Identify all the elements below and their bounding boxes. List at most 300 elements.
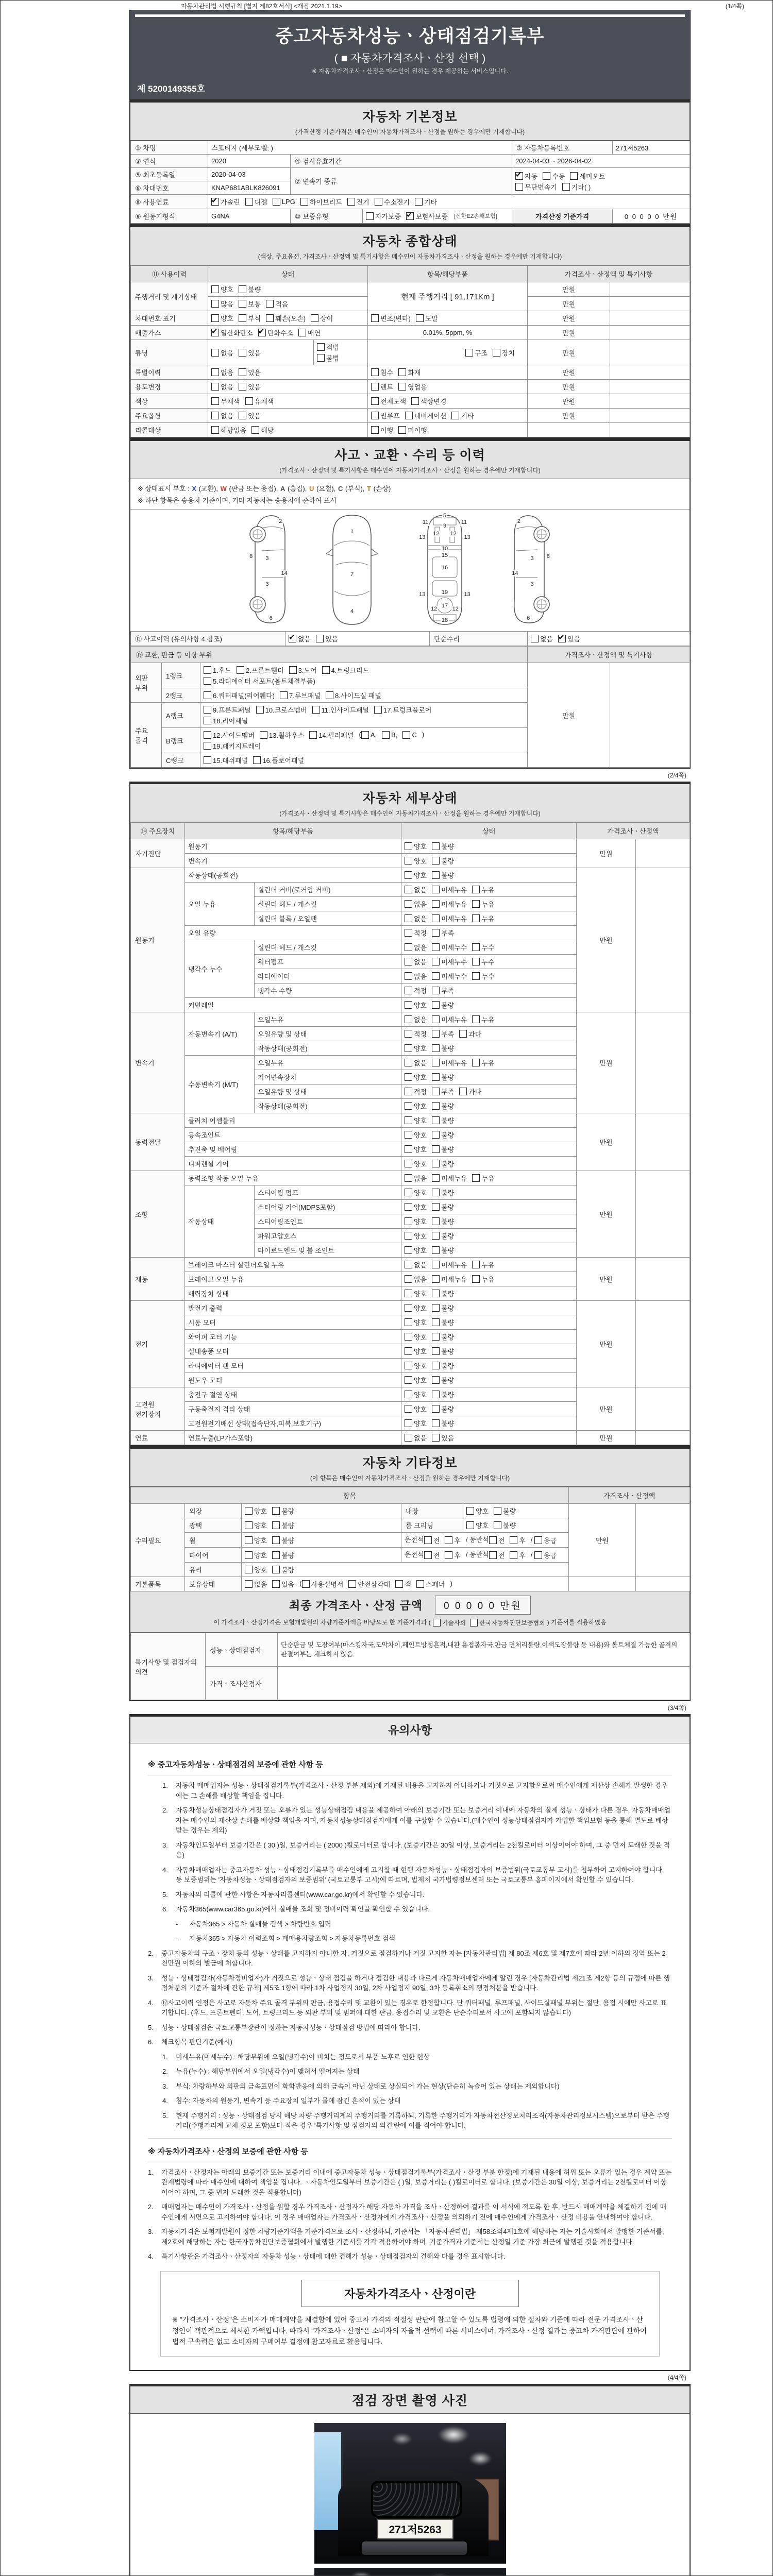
checkbox-후[interactable] — [445, 1535, 461, 1545]
checkbox-box-icon — [405, 1073, 412, 1081]
checkbox-label: 19.패키지트레이 — [213, 742, 261, 750]
cell: 만원 — [528, 409, 610, 423]
front-grille — [371, 2481, 462, 2518]
checkbox-불량[interactable] — [494, 1520, 516, 1530]
checkbox-label: 수동 — [552, 172, 565, 180]
checkbox-10.크로스멤버[interactable] — [256, 705, 307, 715]
checkbox-label: 누수 — [481, 944, 495, 952]
checkbox-기타(-)[interactable] — [562, 182, 591, 192]
checkbox-세미오토[interactable] — [570, 171, 605, 181]
checkbox-1.후드[interactable] — [204, 665, 231, 675]
checkbox-box-icon — [405, 412, 413, 419]
checkbox-이행[interactable] — [371, 425, 393, 435]
checkbox-일산화탄소[interactable] — [211, 328, 253, 337]
checkbox-없음[interactable] — [405, 885, 427, 894]
checkbox-label: 있음 — [441, 1434, 455, 1442]
checkbox-썬루프[interactable] — [371, 411, 400, 420]
checkbox-불량[interactable] — [432, 1245, 454, 1255]
checkbox-하이브리드[interactable] — [300, 197, 342, 207]
checkbox-없음[interactable] — [405, 913, 427, 923]
checkbox-15.대쉬패널[interactable] — [204, 755, 248, 765]
checkbox-없음[interactable] — [405, 1173, 427, 1183]
checkbox-label: 12.사이드멤버 — [213, 732, 255, 739]
checkbox-불량[interactable] — [432, 1404, 454, 1414]
checkbox-box-icon — [402, 731, 410, 739]
checkbox-구조[interactable] — [465, 348, 488, 358]
checkbox-양호[interactable] — [405, 1216, 427, 1226]
checkbox-양호[interactable] — [405, 1404, 427, 1414]
checkbox-불량[interactable] — [432, 1303, 454, 1313]
options-cell — [401, 1387, 577, 1402]
checkbox-응급[interactable] — [534, 1550, 557, 1560]
options-cell — [528, 632, 690, 646]
cell: 충전구 절연 상태 — [185, 1387, 401, 1402]
checkbox-label: 누수 — [481, 958, 495, 966]
checkbox-양호[interactable] — [405, 1072, 427, 1082]
cell — [278, 1667, 690, 1700]
options-cell — [401, 969, 577, 984]
checkbox-침수[interactable] — [371, 367, 393, 377]
checkbox-유채색[interactable] — [245, 396, 274, 406]
checkbox-있음[interactable] — [239, 411, 261, 420]
checkbox-미세누유[interactable] — [432, 913, 467, 923]
checkbox-없음[interactable] — [211, 411, 233, 420]
checkbox-누유[interactable] — [472, 1173, 494, 1183]
options-cell — [285, 632, 430, 646]
checkbox-label: 불량 — [441, 1218, 455, 1226]
checkbox-부식[interactable] — [239, 313, 261, 323]
checkbox-box-icon — [405, 1174, 412, 1182]
checkbox-불량[interactable] — [494, 1506, 516, 1516]
checkbox-label: 양호 — [414, 1103, 427, 1110]
checkbox-훼손(오손)[interactable] — [266, 313, 306, 323]
checkbox-누수[interactable] — [472, 957, 494, 967]
checkbox-양호[interactable] — [245, 1565, 267, 1574]
diagram-part-number: 17 — [441, 602, 448, 609]
checkbox-네비게이션[interactable] — [405, 411, 447, 420]
checkbox-label: 15.대쉬패널 — [213, 757, 248, 765]
checkbox-양호[interactable] — [245, 1550, 267, 1560]
cell: B랭크 — [162, 728, 200, 753]
checkbox-불량[interactable] — [432, 1317, 454, 1327]
checkbox-불량[interactable] — [432, 1043, 454, 1053]
options-cell — [401, 1243, 577, 1258]
checkbox-부족[interactable] — [432, 986, 454, 995]
checkbox-기타[interactable] — [415, 197, 437, 207]
checkbox-전[interactable] — [424, 1535, 440, 1545]
notice-item — [162, 1890, 672, 1900]
checkbox-불량[interactable] — [432, 1216, 454, 1226]
checkbox-box-icon — [493, 349, 500, 357]
checkbox-양호[interactable] — [245, 1506, 267, 1516]
checkbox-양호[interactable] — [405, 1231, 427, 1241]
cell — [610, 282, 690, 297]
checkbox-디젤[interactable] — [245, 197, 267, 207]
checkbox-양호[interactable] — [405, 1202, 427, 1212]
checkbox-적음[interactable] — [266, 299, 288, 309]
checkbox-부족[interactable] — [432, 1087, 454, 1096]
checkbox-없음[interactable] — [211, 348, 233, 358]
cell: 추진축 및 베어링 — [185, 1142, 401, 1157]
checkbox-없음[interactable] — [211, 382, 233, 392]
checkbox-누유[interactable] — [472, 1058, 494, 1067]
checkbox-양호[interactable] — [466, 1520, 489, 1530]
notice-section-c-heading: ※ 자동차가격조사ㆍ산정의 보증에 관한 사항 등 — [148, 2146, 672, 2162]
checkbox-안전삼각대[interactable] — [348, 1579, 390, 1589]
checkbox-미세누수[interactable] — [432, 942, 467, 952]
checkbox-불량[interactable] — [432, 1159, 454, 1168]
checkbox-label: 양호 — [414, 1247, 427, 1255]
checkbox-LPG[interactable] — [273, 198, 295, 206]
checkbox-적정[interactable] — [405, 928, 427, 938]
photos-title: 점검 장면 촬영 사진 — [351, 2393, 468, 2408]
cell — [636, 1431, 690, 1445]
cell: 2020-04-03 — [208, 168, 291, 181]
checkbox-있음[interactable] — [239, 367, 261, 377]
checkbox-없음[interactable] — [531, 634, 553, 643]
checkbox-양호[interactable] — [405, 1188, 427, 1197]
checkbox-전[interactable] — [424, 1550, 440, 1560]
checkbox-부족[interactable] — [432, 1029, 454, 1039]
checkbox-box-icon — [432, 1174, 440, 1182]
checkbox-부족[interactable] — [432, 928, 454, 938]
checkbox-box-icon — [405, 1116, 412, 1124]
checkbox-13.휠하우스[interactable] — [260, 730, 304, 740]
checkbox-불량[interactable] — [432, 1144, 454, 1154]
checkbox-누유[interactable] — [472, 913, 494, 923]
checkbox-box-icon — [432, 914, 440, 922]
checkbox-탄화수소[interactable] — [258, 328, 293, 337]
checkbox-불량[interactable] — [432, 1202, 454, 1212]
checkbox-label: 누유 — [481, 1175, 495, 1182]
checkbox-많음[interactable] — [211, 299, 233, 309]
checkbox-label: 한국자동차진단보증협회 — [479, 1619, 545, 1627]
checkbox-없음[interactable] — [405, 899, 427, 909]
checkbox-box-icon — [534, 1551, 542, 1559]
checkbox-box-icon — [260, 731, 267, 739]
checkbox-box-icon — [405, 857, 412, 865]
checkbox-양호[interactable] — [405, 1130, 427, 1140]
checkbox-누수[interactable] — [472, 942, 494, 952]
checkbox-불량[interactable] — [432, 856, 454, 866]
checkbox-19.패키지트레이[interactable] — [204, 741, 261, 751]
notice-item — [162, 1840, 672, 1860]
checkbox-불량[interactable] — [432, 841, 454, 851]
overall-state-title: 자동차 종합상태 — [362, 234, 458, 249]
checkbox-9.프론트패널[interactable] — [204, 705, 251, 715]
checkbox-있음[interactable] — [316, 634, 338, 643]
checkbox-불량[interactable] — [272, 1520, 294, 1530]
checkbox-색상변경[interactable] — [411, 396, 446, 406]
checkbox-전체도색[interactable] — [371, 396, 406, 406]
checkbox-2.프론트휀더[interactable] — [237, 665, 284, 675]
checkbox-label: 적정 — [414, 987, 427, 995]
checkbox-label: 미세누유 — [441, 1059, 467, 1067]
checkbox-양호[interactable] — [405, 1332, 427, 1342]
checkbox-양호[interactable] — [405, 1346, 427, 1356]
checkbox-box-icon — [371, 397, 379, 405]
checkbox-8.사이드실-패널[interactable] — [326, 690, 381, 700]
checkbox-불량[interactable] — [432, 1188, 454, 1197]
cell — [636, 1577, 690, 1591]
checkbox-미세누유[interactable] — [432, 1173, 467, 1183]
checkbox-없음[interactable] — [405, 1014, 427, 1024]
checkbox-불량[interactable] — [432, 1346, 454, 1356]
checkbox-label: 16.플로어패널 — [262, 757, 305, 765]
notice-item-text: 자동차의 리콜에 관한 사항은 자동차리콜센터(www.car.go.kr)에서 확인할 수 있습니다. — [176, 1890, 425, 1899]
checkbox-미세누유[interactable] — [432, 1014, 467, 1024]
checkbox-전[interactable] — [489, 1535, 505, 1545]
checkbox-불량[interactable] — [432, 1361, 454, 1370]
checkbox-없음[interactable] — [405, 971, 427, 981]
checkbox-양호[interactable] — [405, 856, 427, 866]
checkbox-후[interactable] — [510, 1550, 526, 1560]
checkbox-누유[interactable] — [472, 1014, 494, 1024]
checkbox-box-icon — [416, 1580, 424, 1588]
checkbox-box-icon — [298, 329, 306, 336]
checkbox-전[interactable] — [489, 1550, 505, 1560]
checkbox-불량[interactable] — [272, 1550, 294, 1560]
checkbox-양호[interactable] — [405, 1418, 427, 1428]
cell — [636, 1387, 690, 1431]
checkbox-적정[interactable] — [405, 986, 427, 995]
checkbox-양호[interactable] — [466, 1506, 489, 1516]
cell: 스티어링 펌프 — [255, 1185, 401, 1200]
checkbox-box-icon — [273, 198, 280, 206]
checkbox-양호[interactable] — [405, 1303, 427, 1313]
checkbox-label: 불량 — [441, 1247, 455, 1255]
checkbox-자가보증[interactable] — [366, 211, 401, 221]
checkbox-불량[interactable] — [239, 284, 261, 294]
checkbox-18.리어패널[interactable] — [204, 716, 248, 725]
checkbox-label: 양호 — [414, 1333, 427, 1341]
checkbox-불량[interactable] — [432, 1231, 454, 1241]
checkbox-누수[interactable] — [472, 971, 494, 981]
options-cell — [401, 1229, 577, 1243]
checkbox-양호[interactable] — [405, 1245, 427, 1255]
checkbox-기술사회[interactable] — [433, 1618, 466, 1627]
checkbox-화재[interactable] — [398, 367, 421, 377]
checkbox-양호[interactable] — [405, 1361, 427, 1370]
diagram-part-number: 13 — [464, 534, 470, 540]
checkbox-가솔린[interactable] — [211, 197, 240, 207]
checkbox-17.트렁크플로어[interactable] — [374, 705, 431, 715]
checkbox-16.플로어패널[interactable] — [253, 755, 304, 765]
checkbox-label: 없음 — [414, 1261, 427, 1269]
detail-state-header — [130, 784, 690, 822]
checkbox-미세누유[interactable] — [432, 1274, 467, 1284]
checkbox-없음[interactable] — [405, 1058, 427, 1067]
checkbox-불량[interactable] — [272, 1506, 294, 1516]
checkbox-양호[interactable] — [405, 1289, 427, 1298]
cell: ⑬ 교환, 판금 등 이상 부위 — [131, 647, 528, 663]
checkbox-없음[interactable] — [405, 1433, 427, 1443]
checkbox-label: 양호 — [221, 286, 234, 294]
checkbox-양호[interactable] — [405, 1144, 427, 1154]
front-skid-plate — [362, 2541, 467, 2555]
diagram-part-number: 3 — [265, 555, 269, 562]
checkbox-과다[interactable] — [459, 1029, 481, 1039]
checkbox-box-icon — [272, 1521, 280, 1529]
checkbox-label: 전체도색 — [380, 398, 407, 405]
checkbox-사용설명서[interactable] — [302, 1579, 344, 1589]
checkbox-box-icon — [312, 706, 320, 714]
checkbox-미세누유[interactable] — [432, 1058, 467, 1067]
checkbox-미세누유[interactable] — [432, 899, 467, 909]
checkbox-한국자동차진단보증협회[interactable] — [470, 1618, 545, 1627]
checkbox-양호[interactable] — [211, 284, 233, 294]
diagram-part-number: 13 — [419, 591, 426, 598]
checkbox-3.도어[interactable] — [289, 665, 317, 675]
checkbox-7.루브패널[interactable] — [280, 690, 321, 700]
checkbox-후[interactable] — [445, 1550, 461, 1560]
checkbox-자동[interactable] — [515, 171, 537, 181]
checkbox-없음[interactable] — [405, 1260, 427, 1269]
checkbox-없음[interactable] — [405, 942, 427, 952]
checkbox-있음[interactable] — [432, 1433, 454, 1443]
notice-item — [162, 1865, 672, 1885]
checkbox-미세누수[interactable] — [432, 957, 467, 967]
checkbox-없음[interactable] — [405, 1274, 427, 1284]
checkbox-해당없음[interactable] — [211, 425, 246, 435]
checkbox-불량[interactable] — [432, 1375, 454, 1385]
checkbox-11.인사이드패널[interactable] — [312, 705, 369, 715]
checkbox-양호[interactable] — [245, 1520, 267, 1530]
checkbox-수소전기[interactable] — [375, 197, 410, 207]
checkbox-양호[interactable] — [405, 1389, 427, 1399]
checkbox-없음[interactable] — [405, 957, 427, 967]
checkbox-불법[interactable] — [317, 353, 339, 363]
checkbox-잭[interactable] — [395, 1579, 411, 1589]
checkbox-양호[interactable] — [405, 841, 427, 851]
checkbox-영업용[interactable] — [398, 382, 427, 392]
checkbox-무단변속기[interactable] — [515, 182, 557, 192]
checkbox-있음[interactable] — [558, 634, 580, 643]
checkbox-후[interactable] — [510, 1535, 526, 1545]
notice-item-text: 중고자동차의 구조ㆍ장치 등의 성능ㆍ상태를 고지하지 아니한 자, 거짓으로 점검하거나 거짓 고지한 자는 [자동차관리법] 제 80조 제6호 및 제7호에 따라 2년 이하의 징역 또는 2천만원 이하의 벌금에 처합니다. — [161, 1949, 666, 1968]
checkbox-있음[interactable] — [239, 382, 261, 392]
t-etc-table — [130, 1487, 690, 1591]
checkbox-불량[interactable] — [272, 1535, 294, 1545]
checkbox-불량[interactable] — [432, 1389, 454, 1399]
checkbox-렌트[interactable] — [371, 382, 393, 392]
checkbox-box-icon — [432, 1347, 440, 1355]
checkbox-과다[interactable] — [459, 1087, 481, 1096]
options-cell — [363, 209, 512, 224]
checkbox-있음[interactable] — [239, 348, 261, 358]
checkbox-양호[interactable] — [405, 1115, 427, 1125]
checkbox-장치[interactable] — [493, 348, 515, 358]
checkbox-미이행[interactable] — [398, 425, 427, 435]
cell-text: ( — [299, 1580, 302, 1588]
checkbox-있음[interactable] — [272, 1579, 294, 1589]
checkbox-누유[interactable] — [472, 899, 494, 909]
checkbox-변조(변타)[interactable] — [371, 313, 411, 323]
checkbox-양호[interactable] — [405, 1317, 427, 1327]
checkbox-box-icon — [253, 756, 261, 764]
checkbox-양호[interactable] — [405, 1375, 427, 1385]
checkbox-불량[interactable] — [432, 1072, 454, 1082]
checkbox-label: 불량 — [441, 1405, 455, 1413]
cell: 실린더 헤드 / 개스킷 — [255, 940, 401, 955]
checkbox-스패너[interactable] — [416, 1579, 445, 1589]
checkbox-불량[interactable] — [432, 1289, 454, 1298]
checkbox-응급[interactable] — [534, 1535, 557, 1545]
checkbox-불량[interactable] — [432, 1332, 454, 1342]
checkbox-label: 양호 — [221, 315, 234, 323]
checkbox-label: 불량 — [441, 1045, 455, 1053]
checkbox-미세누유[interactable] — [432, 1260, 467, 1269]
checkbox-적법[interactable] — [317, 342, 339, 352]
checkbox-label: 유채색 — [254, 398, 274, 405]
checkbox-12.사이드멤버[interactable] — [204, 730, 255, 740]
checkbox-무채색[interactable] — [211, 396, 240, 406]
checkbox-양호[interactable] — [405, 1043, 427, 1053]
checkbox-14.필러패널[interactable] — [309, 730, 354, 740]
checkbox-불량[interactable] — [432, 1000, 454, 1010]
checkbox-미세누수[interactable] — [432, 971, 467, 981]
checkbox-수동[interactable] — [543, 171, 565, 181]
checkbox-없음[interactable] — [211, 367, 233, 377]
diagram-part-number: 11 — [422, 519, 429, 526]
checkbox-상이[interactable] — [311, 313, 333, 323]
checkbox-box-icon — [445, 1536, 452, 1544]
checkbox-해당[interactable] — [251, 425, 274, 435]
checkbox-없음[interactable] — [245, 1579, 267, 1589]
checkbox-불량[interactable] — [432, 1115, 454, 1125]
checkbox-불량[interactable] — [432, 870, 454, 880]
checkbox-매연[interactable] — [298, 328, 321, 337]
checkbox-누유[interactable] — [472, 1274, 494, 1284]
checkbox-도말[interactable] — [416, 313, 438, 323]
checkbox-불량[interactable] — [272, 1565, 294, 1574]
cell-text: [신한EZ손해보험] — [454, 213, 497, 219]
checkbox-6.쿼터패널(리어휀다)[interactable] — [204, 690, 275, 700]
checkbox-전기[interactable] — [347, 197, 369, 207]
cell — [528, 423, 610, 437]
checkbox-미세누유[interactable] — [432, 885, 467, 894]
checkbox-box-icon — [245, 1566, 253, 1573]
checkbox-불량[interactable] — [432, 1101, 454, 1111]
checkbox-A,[interactable] — [361, 731, 377, 739]
checkbox-label: 없음 — [414, 915, 427, 923]
checkbox-양호[interactable] — [211, 313, 233, 323]
checkbox-보험사보증[interactable] — [406, 211, 448, 221]
checkbox-적정[interactable] — [405, 1087, 427, 1096]
options-cell — [401, 897, 577, 911]
cell: 만원 — [528, 282, 610, 297]
checkbox-누유[interactable] — [472, 885, 494, 894]
checkbox-불량[interactable] — [432, 1130, 454, 1140]
options-cell — [401, 854, 577, 868]
checkbox-보통[interactable] — [239, 299, 261, 309]
checkbox-양호[interactable] — [405, 1101, 427, 1111]
checkbox-C[interactable] — [402, 731, 416, 739]
checkbox-5.라디에이터-서포트(볼트체결부품)[interactable] — [204, 676, 315, 686]
checkbox-양호[interactable] — [405, 870, 427, 880]
checkbox-누유[interactable] — [472, 1260, 494, 1269]
checkbox-양호[interactable] — [405, 1159, 427, 1168]
checkbox-없음[interactable] — [289, 634, 311, 643]
checkbox-B,[interactable] — [382, 731, 397, 739]
checkbox-4.트렁크리드[interactable] — [322, 665, 369, 675]
checkbox-양호[interactable] — [245, 1535, 267, 1545]
checkbox-기타[interactable] — [451, 411, 474, 420]
checkbox-양호[interactable] — [405, 1000, 427, 1010]
checkbox-적정[interactable] — [405, 1029, 427, 1039]
checkbox-불량[interactable] — [432, 1418, 454, 1428]
checkbox-box-icon — [405, 929, 412, 937]
